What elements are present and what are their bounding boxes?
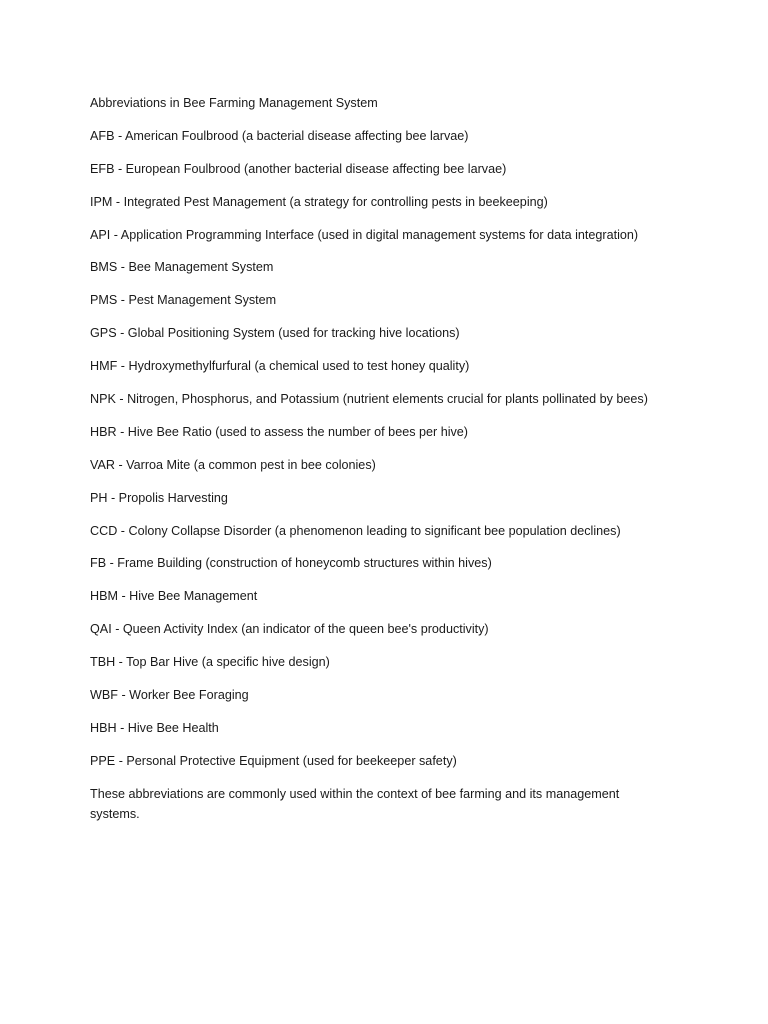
abbreviation-entry: GPS - Global Positioning System (used for tracking hive locations)	[90, 326, 460, 341]
abbreviation-entry: HMF - Hydroxymethylfurfural (a chemical used to test honey quality)	[90, 359, 470, 374]
abbreviation-entry: VAR - Varroa Mite (a common pest in bee colonies)	[90, 457, 376, 472]
abbreviation-entry: BMS - Bee Management System	[90, 260, 274, 275]
abbreviation-entry: PMS - Pest Management System	[90, 293, 277, 308]
abbreviation-entry: IPM - Integrated Pest Management (a strategy for controlling pests in beekeeping)	[90, 194, 548, 209]
abbreviation-entry: TBH - Top Bar Hive (a specific hive design)	[90, 655, 330, 670]
abbreviation-entry: CCD - Colony Collapse Disorder (a phenomenon leading to significant bee population declines)	[90, 523, 621, 538]
abbreviation-entry: AFB - American Foulbrood (a bacterial disease affecting bee larvae)	[90, 128, 469, 143]
document-title: Abbreviations in Bee Farming Management System	[90, 96, 378, 110]
abbreviation-entry: FB - Frame Building (construction of honeycomb structures within hives)	[90, 556, 492, 571]
abbreviation-entry: PH - Propolis Harvesting	[90, 490, 228, 505]
abbreviation-entry: NPK - Nitrogen, Phosphorus, and Potassium (nutrient elements crucial for plants pollinated by bees)	[90, 392, 648, 407]
abbreviation-entry: HBM - Hive Bee Management	[90, 589, 258, 604]
abbreviation-entry: API - Application Programming Interface (used in digital management systems for data integration)	[90, 227, 639, 242]
abbreviation-entry: WBF - Worker Bee Foraging	[90, 688, 249, 703]
document-body	[90, 93, 670, 837]
abbreviation-entry: PPE - Personal Protective Equipment (used for beekeeper safety)	[90, 753, 457, 768]
abbreviation-entry: HBH - Hive Bee Health	[90, 720, 219, 735]
abbreviation-entry: EFB - European Foulbrood (another bacterial disease affecting bee larvae)	[90, 161, 507, 176]
abbreviation-entry: HBR - Hive Bee Ratio (used to assess the number of bees per hive)	[90, 424, 468, 439]
closing-paragraph: These abbreviations are commonly used within the context of bee farming and its management systems.	[90, 786, 620, 821]
abbreviation-entry: QAI - Queen Activity Index (an indicator of the queen bee's productivity)	[90, 622, 489, 637]
